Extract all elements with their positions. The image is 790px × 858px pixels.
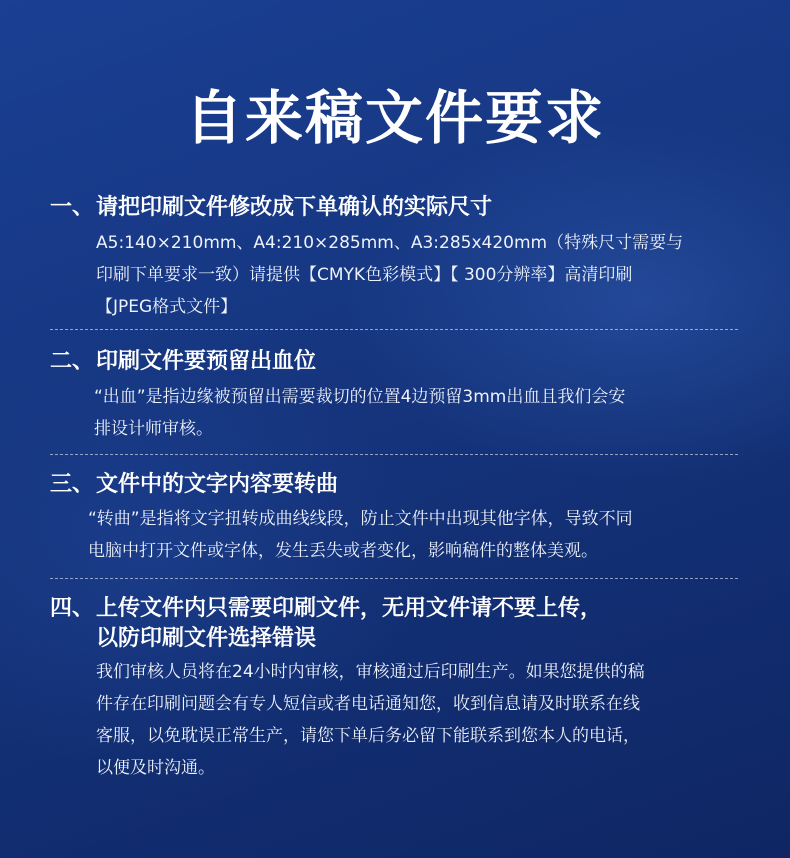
section-number: 二、 [50, 349, 95, 374]
section-heading [50, 594, 740, 654]
section-2 [50, 347, 740, 445]
section-3 [50, 470, 740, 567]
section-body [96, 656, 740, 784]
body-line: 我们审核人员将在24小时内审核，审核通过后印刷生产。如果您提供的稿 [96, 662, 645, 682]
section-heading [50, 193, 740, 223]
section-4 [50, 594, 740, 784]
section-heading-text: 请把印刷文件修改成下单确认的实际尺寸 [96, 195, 493, 220]
body-line: “出血”是指边缘被预留出需要裁切的位置4边预留3mm出血且我们会安 [94, 387, 626, 407]
section-number: 一、 [50, 195, 95, 220]
body-line: 【JPEG格式文件】 [96, 297, 238, 317]
section-number: 三、 [50, 472, 95, 497]
section-divider [50, 454, 738, 455]
body-line: 客服，以免耽误正常生产，请您下单后务必留下能联系到您本人的电话， [96, 726, 640, 746]
section-body [94, 381, 740, 445]
section-heading-text: 印刷文件要预留出血位 [96, 349, 317, 374]
body-line: 印刷下单要求一致）请提供【CMYK色彩模式】【 300分辨率】高清印刷 [96, 265, 633, 285]
body-line: 件存在印刷问题会有专人短信或者电话通知您，收到信息请及时联系在线 [96, 694, 640, 714]
section-heading [50, 470, 740, 500]
section-heading-text: 文件中的文字内容要转曲 [96, 472, 339, 497]
section-body [88, 503, 740, 567]
section-divider [50, 578, 738, 579]
body-line: 排设计师审核。 [94, 419, 213, 439]
body-line: “转曲”是指将文字扭转成曲线线段，防止文件中出现其他字体，导致不同 [88, 509, 633, 529]
section-heading-text: 以防印刷文件选择错误 [96, 626, 317, 651]
page-title: 自来稿文件要求 [184, 84, 605, 152]
section-heading-text: 上传文件内只需要印刷文件，无用文件请不要上传， [96, 596, 603, 621]
body-line: 以便及时沟通。 [96, 758, 215, 778]
section-heading [50, 347, 740, 377]
section-body [96, 227, 740, 323]
section-number: 四、 [50, 596, 95, 621]
body-line: A5:140×210mm、A4:210×285mm、A3:285x420mm（特殊尺寸需要与 [96, 233, 684, 253]
section-1 [50, 193, 740, 323]
body-line: 电脑中打开文件或字体，发生丢失或者变化，影响稿件的整体美观。 [88, 541, 598, 561]
section-divider [50, 329, 738, 330]
